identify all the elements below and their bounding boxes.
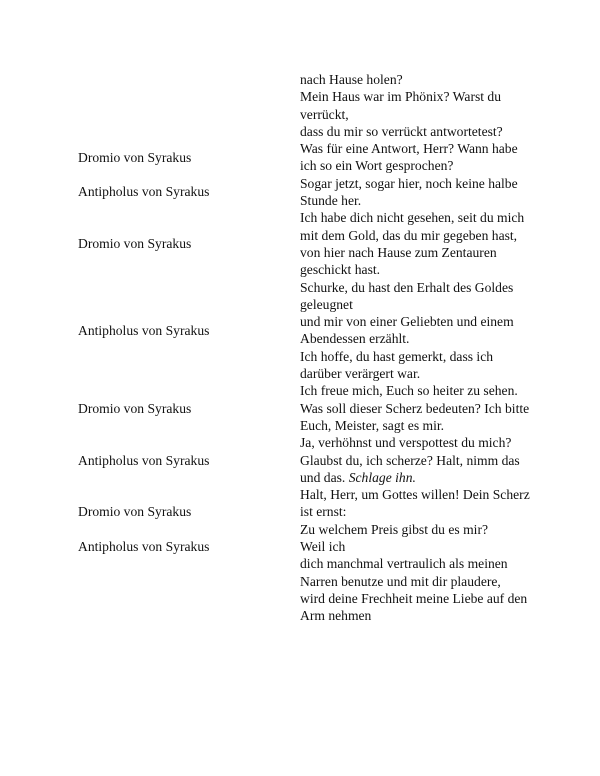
speech-line: Ja, verhöhnst und verspottest du mich? (300, 435, 512, 451)
speech-line: Ich hoffe, du hast gemerkt, dass ich darüber verärgert war. (300, 348, 494, 382)
speech-line: Schurke, du hast den Erhalt des Goldes geleugnet (300, 279, 514, 312)
speech-line (300, 452, 530, 487)
speech-line: und mir von einer Geliebten und einem Abendessen erzählt. (300, 314, 514, 347)
dialogue-row (78, 382, 538, 434)
speaker-name: Antipholus von Syrakus (78, 452, 210, 468)
speaker-name: Dromio von Syrakus (78, 236, 192, 252)
speech-text (300, 175, 530, 210)
dialogue-row (78, 538, 538, 624)
stage-direction: Schlage ihn. (348, 469, 416, 485)
speech-line: Mein Haus war im Phönix? Warst du verrückt, (300, 89, 502, 122)
speech-text (300, 434, 530, 486)
speech-text (300, 279, 530, 383)
dialogue-row (78, 71, 538, 140)
speech-line: Weil ich (300, 539, 346, 555)
speech-line: Was für eine Antwort, Herr? Wann habe ich so ein Wort gesprochen? (300, 141, 518, 174)
speaker-name: Dromio von Syrakus (78, 149, 192, 165)
dialogue-row (78, 140, 538, 175)
speech-line: nach Hause holen? (300, 72, 403, 87)
dialogue-row (78, 175, 538, 210)
speech-line: dass du mir so verrückt antwortetest? (300, 123, 503, 139)
speaker-name: Dromio von Syrakus (78, 400, 192, 416)
speech-line: Halt, Herr, um Gottes willen! Dein Scherz ist ernst: (300, 487, 530, 520)
speech-line: Ich freue mich, Euch so heiter zu sehen. (300, 383, 518, 399)
dialogue-row (78, 434, 538, 486)
dialogue-row (78, 209, 538, 278)
speaker-name: Dromio von Syrakus (78, 504, 192, 520)
speech-text (300, 140, 530, 175)
speech-text (300, 209, 530, 278)
speech-line: Zu welchem Preis gibst du es mir? (300, 521, 489, 537)
dialogue-row (78, 486, 538, 538)
speaker-name: Antipholus von Syrakus (78, 322, 210, 338)
speaker-name: Antipholus von Syrakus (78, 539, 210, 555)
speech-text (300, 538, 530, 624)
speech-line: mit dem Gold, das du mir gegeben hast, von hier nach Hause zum Zentauren geschickt hast. (300, 227, 518, 278)
speech-line: dich manchmal vertraulich als meinen Narren benutze und mit dir plaudere, (300, 556, 508, 589)
speech-text (300, 486, 530, 538)
dialogue-row (78, 279, 538, 383)
speech-line: Sogar jetzt, sogar hier, noch keine halbe Stunde her. (300, 175, 518, 209)
speech-text (300, 382, 530, 434)
dialogue-table (78, 71, 538, 625)
speaker-name: Antipholus von Syrakus (78, 184, 210, 200)
speech-line: Was soll dieser Scherz bedeuten? Ich bitte Euch, Meister, sagt es mir. (300, 400, 530, 433)
speech-line: wird deine Frechheit meine Liebe auf den Arm nehmen (300, 590, 528, 624)
speech-text (300, 71, 530, 140)
speech-line-text: Glaubst du, ich scherze? Halt, nimm das und das. (300, 452, 520, 485)
speech-line: Ich habe dich nicht gesehen, seit du mich (300, 210, 525, 226)
